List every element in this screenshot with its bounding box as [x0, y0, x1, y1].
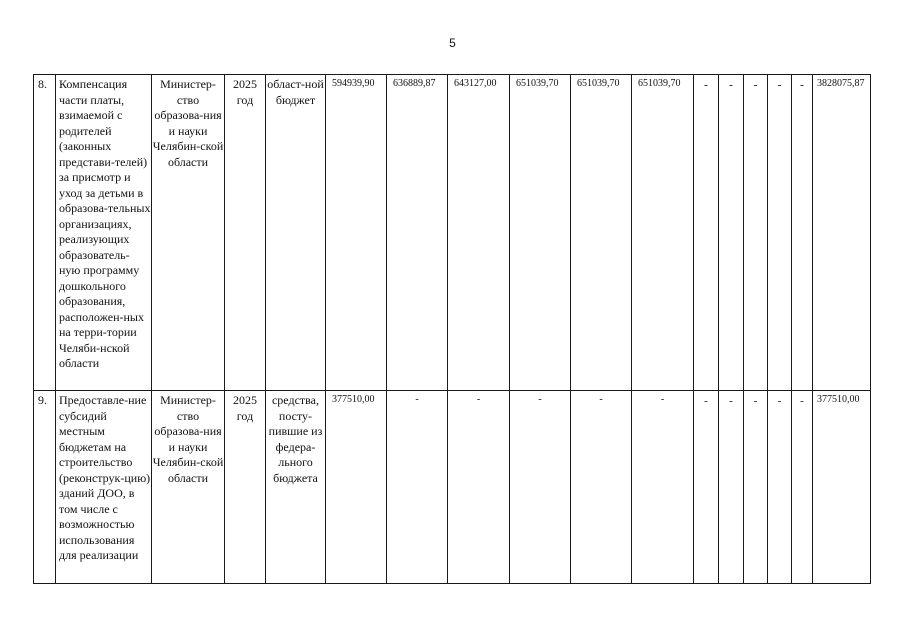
dash-cell: - — [792, 391, 813, 584]
dash-cell: - — [719, 391, 744, 584]
total-cell: 377510,00 — [813, 391, 871, 584]
executor: Министер-ство образова-ния и науки Челябин-ской области — [152, 391, 225, 584]
row-number: 9. — [34, 391, 56, 584]
dash-cell: - — [768, 75, 792, 391]
amount-cell: - — [571, 391, 632, 584]
amount-cell: 651039,70 — [510, 75, 571, 391]
amount-cell: - — [510, 391, 571, 584]
row-number: 8. — [34, 75, 56, 391]
dash-cell: - — [744, 75, 768, 391]
amount-cell: 643127,00 — [448, 75, 510, 391]
amount-cell: 651039,70 — [571, 75, 632, 391]
measure-name: Компенсация части платы, взимаемой с родителей (законных представи-телей) за присмотр и уход за детьми в образова-тельных организациях, реализующих образователь-ную программу дошкольного образования, расположен-ных на терри-тории Челяби-нской области — [56, 75, 152, 391]
amount-cell: 636889,87 — [387, 75, 448, 391]
amount-cell: - — [632, 391, 694, 584]
dash-cell: - — [694, 391, 719, 584]
amount-cell: 594939,90 — [326, 75, 387, 391]
total-cell: 3828075,87 — [813, 75, 871, 391]
program-table — [33, 74, 871, 584]
measure-name: Предоставле-ние субсидий местным бюджетам на строительство (реконструк-цию) зданий ДОО, в том числе с возможностью использования для реализации — [56, 391, 152, 584]
dash-cell: - — [792, 75, 813, 391]
table-row — [34, 391, 871, 584]
page-number: 5 — [449, 36, 456, 50]
executor: Министер-ство образова-ния и науки Челябин-ской области — [152, 75, 225, 391]
year: 2025 год — [225, 75, 266, 391]
amount-cell: 651039,70 — [632, 75, 694, 391]
funding-source: средства, посту-пившие из федера-льного бюджета — [266, 391, 326, 584]
amount-cell: 377510,00 — [326, 391, 387, 584]
dash-cell: - — [719, 75, 744, 391]
dash-cell: - — [744, 391, 768, 584]
amount-cell: - — [448, 391, 510, 584]
dash-cell: - — [768, 391, 792, 584]
year: 2025 год — [225, 391, 266, 584]
amount-cell: - — [387, 391, 448, 584]
table-row — [34, 75, 871, 391]
dash-cell: - — [694, 75, 719, 391]
funding-source: област-ной бюджет — [266, 75, 326, 391]
